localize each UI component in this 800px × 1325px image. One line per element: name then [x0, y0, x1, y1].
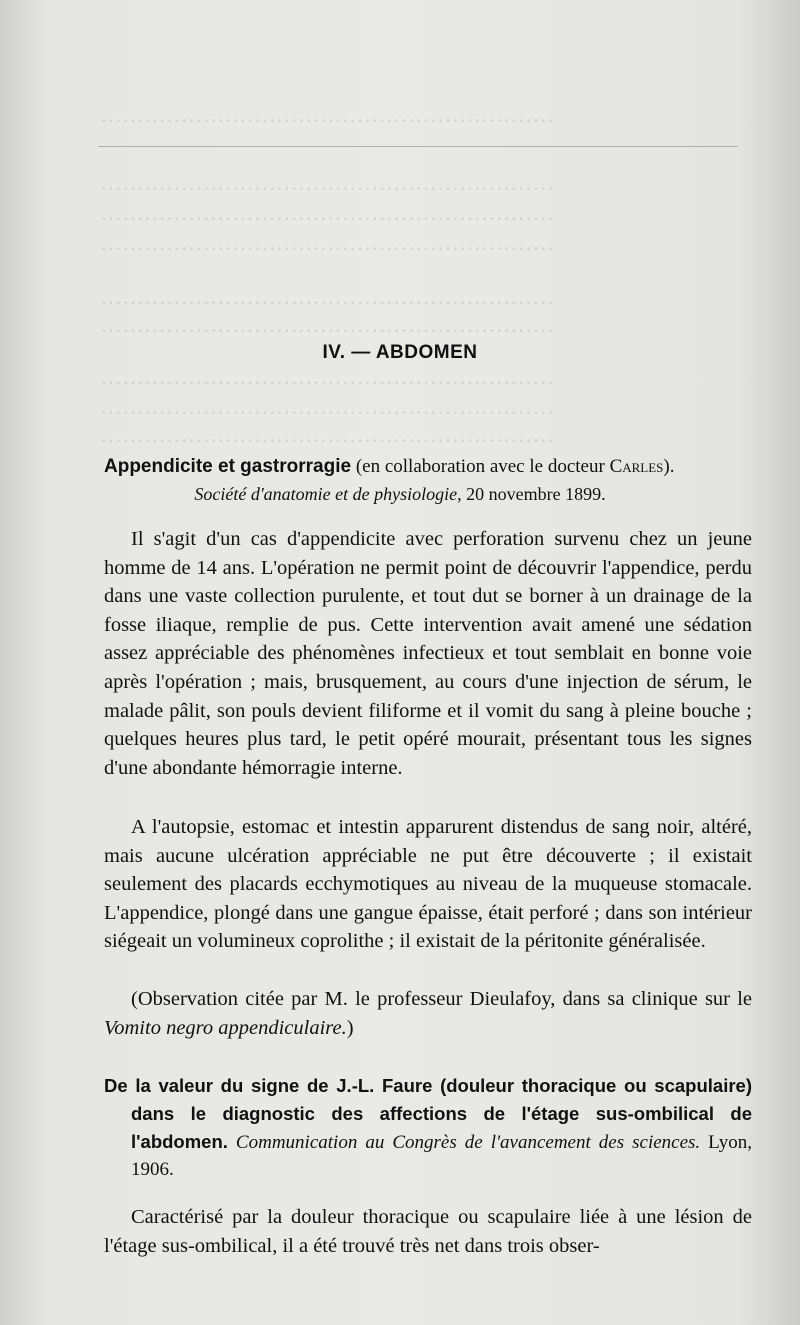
- entry-heading-title: De la valeur du signe de J.-L. Faure (douleur thoracique ou scapulaire) dans le diagnostic des affections de l'étage sus-ombilical de l'abdomen.: [104, 1075, 752, 1152]
- section-title: IV. — ABDOMEN: [322, 342, 478, 363]
- entry-heading-place-date: Lyon, 1906.: [131, 1132, 752, 1180]
- paragraph-text: Caractérisé par la douleur thoracique ou scapulaire liée à une lésion de l'étage sus-ombilical, il a été trouvé très net dans trois obser-: [104, 1206, 752, 1257]
- paragraph: [104, 813, 752, 956]
- entry-title-close: ).: [663, 456, 675, 477]
- citation-text: (Observation citée par M. le professeur Dieulafoy, dans sa clinique sur le: [131, 988, 752, 1010]
- entry-heading-source: Communication au Congrès de l'avancement des sciences.: [227, 1132, 701, 1153]
- bleed-through-line: ······························································: [100, 400, 555, 425]
- bleed-through-line: ······························································: [100, 206, 555, 231]
- bleed-through-line: ······························································: [100, 370, 555, 395]
- entry-title-text: (en collaboration avec le docteur: [351, 456, 610, 477]
- paragraph: [104, 1203, 752, 1260]
- citation-close: ): [346, 1016, 354, 1039]
- header-rule: [98, 146, 738, 147]
- paragraph: [104, 525, 752, 782]
- entry-title: [104, 456, 764, 478]
- bleed-through-line: ······························································: [100, 176, 555, 201]
- citation-title: Vomito negro appendiculaire.: [104, 1016, 347, 1039]
- paragraph-text: A l'autopsie, estomac et intestin apparurent distendus de sang noir, altéré, mais aucune ulcération appréciable ne put être découverte ; il existait seulement des placards ecchymotiques au niveau de la muqueuse stomacale. L'appendice, plongé dans une gangue épaisse, était perforé ; dans son intérieur siégeait un volumineux coprolithe ; il existait de la péritonite généralisée.: [104, 816, 752, 953]
- paragraph-text: Il s'agit d'un cas d'appendicite avec perforation survenu chez un jeune homme de 14 ans. L'opération ne permit point de découvrir l'appendice, perdu dans une vaste collection purulente, et tout dut se borner à un drainage de la fosse iliaque, remplie de pus. Cette intervention avait amené une sédation assez appréciable des phénomènes infectieux et tout semblait en bonne voie après l'opération ; mais, brusquement, au cours d'une injection de sérum, le malade pâlit, son pouls devient filiforme et il vomit du sang à pleine bouche ; quelques heures plus tard, le petit opéré mourait, présentant tous les signes d'une abondante hémorragie interne.: [104, 528, 752, 779]
- bleed-through-line: ······························································: [100, 108, 555, 133]
- entry-source: [0, 484, 800, 505]
- bleed-through-line: ······························································: [100, 290, 555, 315]
- paragraph: [104, 985, 752, 1042]
- bleed-through-line: ······························································: [100, 318, 555, 343]
- entry-source-date: 20 novembre 1899.: [461, 484, 606, 504]
- entry-heading: [104, 1072, 752, 1183]
- entry-title-author: Carles: [609, 456, 664, 477]
- paragraph-text: [104, 985, 752, 1042]
- bleed-through-line: ······························································: [100, 428, 555, 453]
- bleed-through-line: ······························································: [100, 236, 555, 261]
- entry-source-journal: Société d'anatomie et de physiologie,: [194, 484, 462, 504]
- entry-title-bold: Appendicite et gastrorragie: [104, 456, 352, 477]
